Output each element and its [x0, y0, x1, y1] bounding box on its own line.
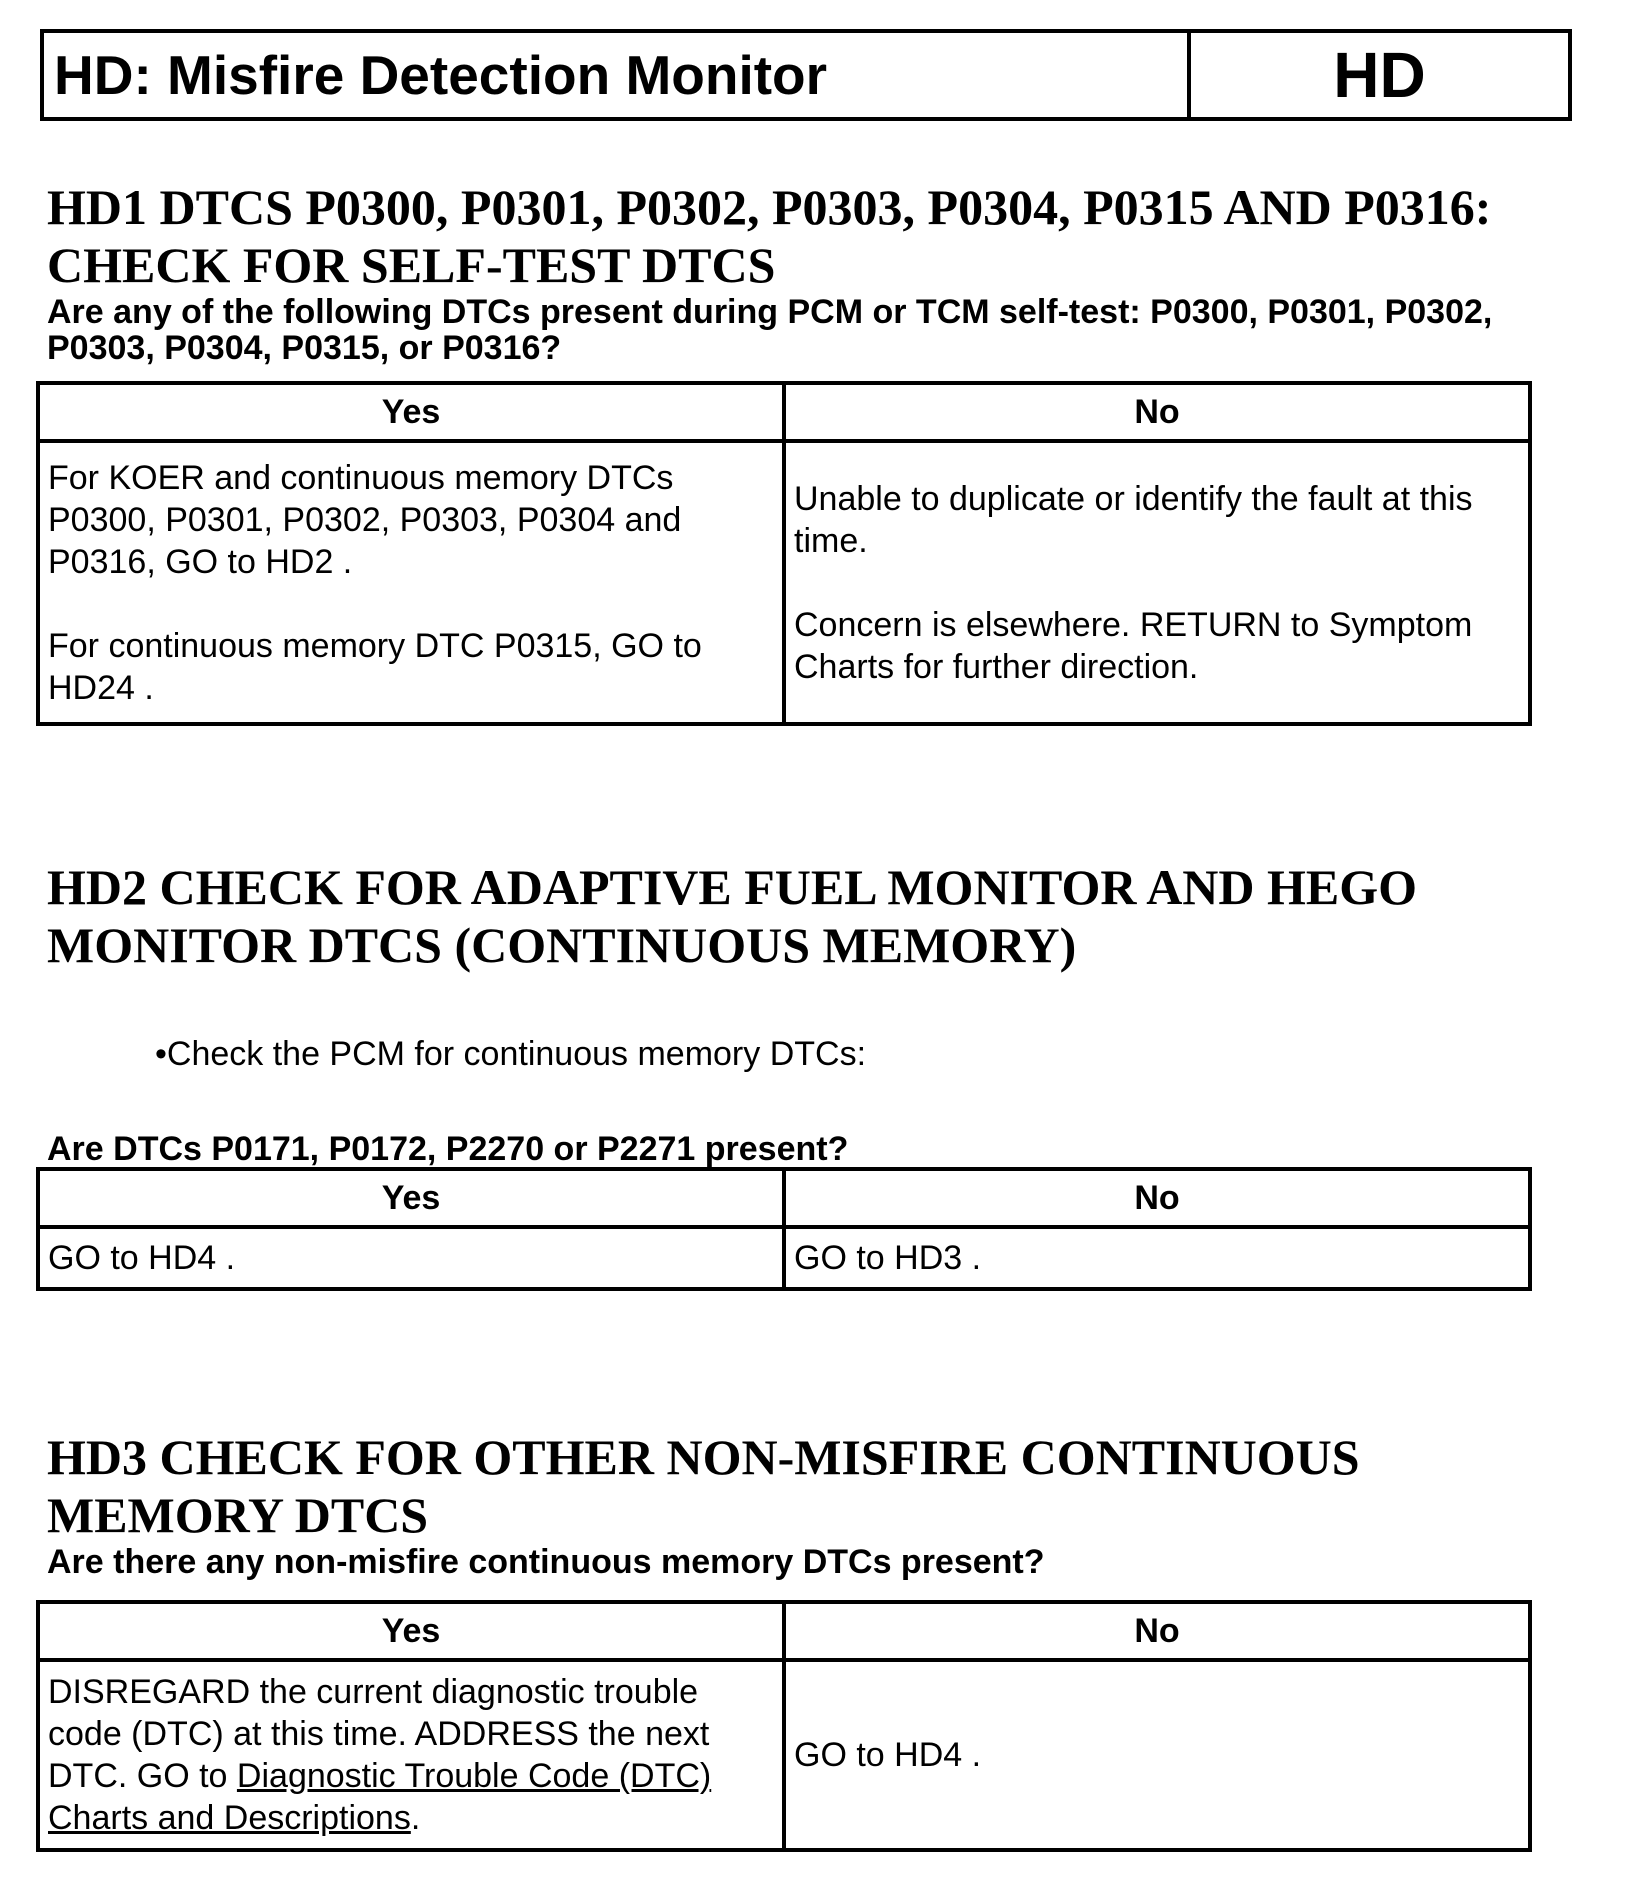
no-cell: [784, 441, 1530, 724]
yes-text-end: .: [410, 1799, 421, 1837]
section-code: HD: [1333, 39, 1426, 111]
step-hd3-title-line2: MEMORY DTCS: [47, 1487, 429, 1543]
step-hd1-title-line2: CHECK FOR SELF-TEST DTCS: [47, 237, 776, 293]
step-hd2: [47, 858, 1417, 974]
step-hd2-bullet: •Check the PCM for continuous memory DTCs:: [155, 1035, 867, 1073]
step-hd1-title: [47, 178, 1492, 294]
yes-cell: [38, 1660, 784, 1850]
yes-text-p0315: For continuous memory DTC P0315, GO to HD24 .: [48, 626, 702, 707]
step-hd3-title-line1: HD3 CHECK FOR OTHER NON-MISFIRE CONTINUOUS: [47, 1429, 1360, 1485]
yes-cell: GO to HD4 .: [38, 1227, 784, 1289]
no-text-unable: Unable to duplicate or identify the fault at this time.: [794, 479, 1473, 560]
no-cell: GO to HD3 .: [784, 1227, 1530, 1289]
no-header: No: [784, 1169, 1530, 1227]
step-hd1-question-line2: P0303, P0304, P0315, or P0316?: [47, 329, 562, 367]
step-hd1-title-line1: HD1 DTCS P0300, P0301, P0302, P0303, P0304, P0315 AND P0316:: [47, 179, 1492, 235]
step-hd2-title-line2: MONITOR DTCS (CONTINUOUS MEMORY): [47, 917, 1077, 973]
yes-cell: [38, 441, 784, 724]
no-header: No: [784, 1602, 1530, 1660]
step-hd2-table: [36, 1167, 1532, 1291]
step-hd2-title-line1: HD2 CHECK FOR ADAPTIVE FUEL MONITOR AND HEGO: [47, 859, 1418, 915]
step-hd3-title: [47, 1428, 1360, 1544]
step-hd1-question: [47, 294, 1492, 366]
no-text-concern: Concern is elsewhere. RETURN to Symptom Charts for further direction.: [794, 605, 1473, 686]
yes-text-koer: For KOER and continuous memory DTCs P0300, P0301, P0302, P0303, P0304 and P0316, GO to HD2 .: [48, 458, 682, 581]
step-hd3: [47, 1428, 1360, 1580]
no-header: No: [784, 383, 1530, 441]
yes-header: Yes: [38, 1169, 784, 1227]
dtc-charts-link[interactable]: Diagnostic Trouble Code (DTC) Charts and Descriptions: [48, 1757, 712, 1837]
step-hd3-table: [36, 1600, 1532, 1852]
step-hd2-question-wrap: [47, 1131, 848, 1167]
page-header: [40, 29, 1572, 121]
no-cell: GO to HD4 .: [784, 1660, 1530, 1850]
page-title: HD: Misfire Detection Monitor: [44, 33, 1191, 117]
step-hd2-question: Are DTCs P0171, P0172, P2270 or P2271 present?: [47, 1130, 849, 1168]
yes-text: DISREGARD the current diagnostic trouble code (DTC) at this time. ADDRESS the next DTC. GO to: [48, 1673, 710, 1795]
step-hd2-title: [47, 858, 1417, 974]
step-hd1: [47, 178, 1492, 366]
yes-header: Yes: [38, 383, 784, 441]
step-hd2-bullet-text: Check the PCM for continuous memory DTCs:: [166, 1035, 867, 1073]
step-hd1-question-line1: Are any of the following DTCs present during PCM or TCM self-test: P0300, P0301, P0302,: [47, 293, 1493, 331]
step-hd3-question: Are there any non-misfire continuous memory DTCs present?: [47, 1543, 1045, 1581]
yes-header: Yes: [38, 1602, 784, 1660]
step-hd1-table: [36, 381, 1532, 726]
